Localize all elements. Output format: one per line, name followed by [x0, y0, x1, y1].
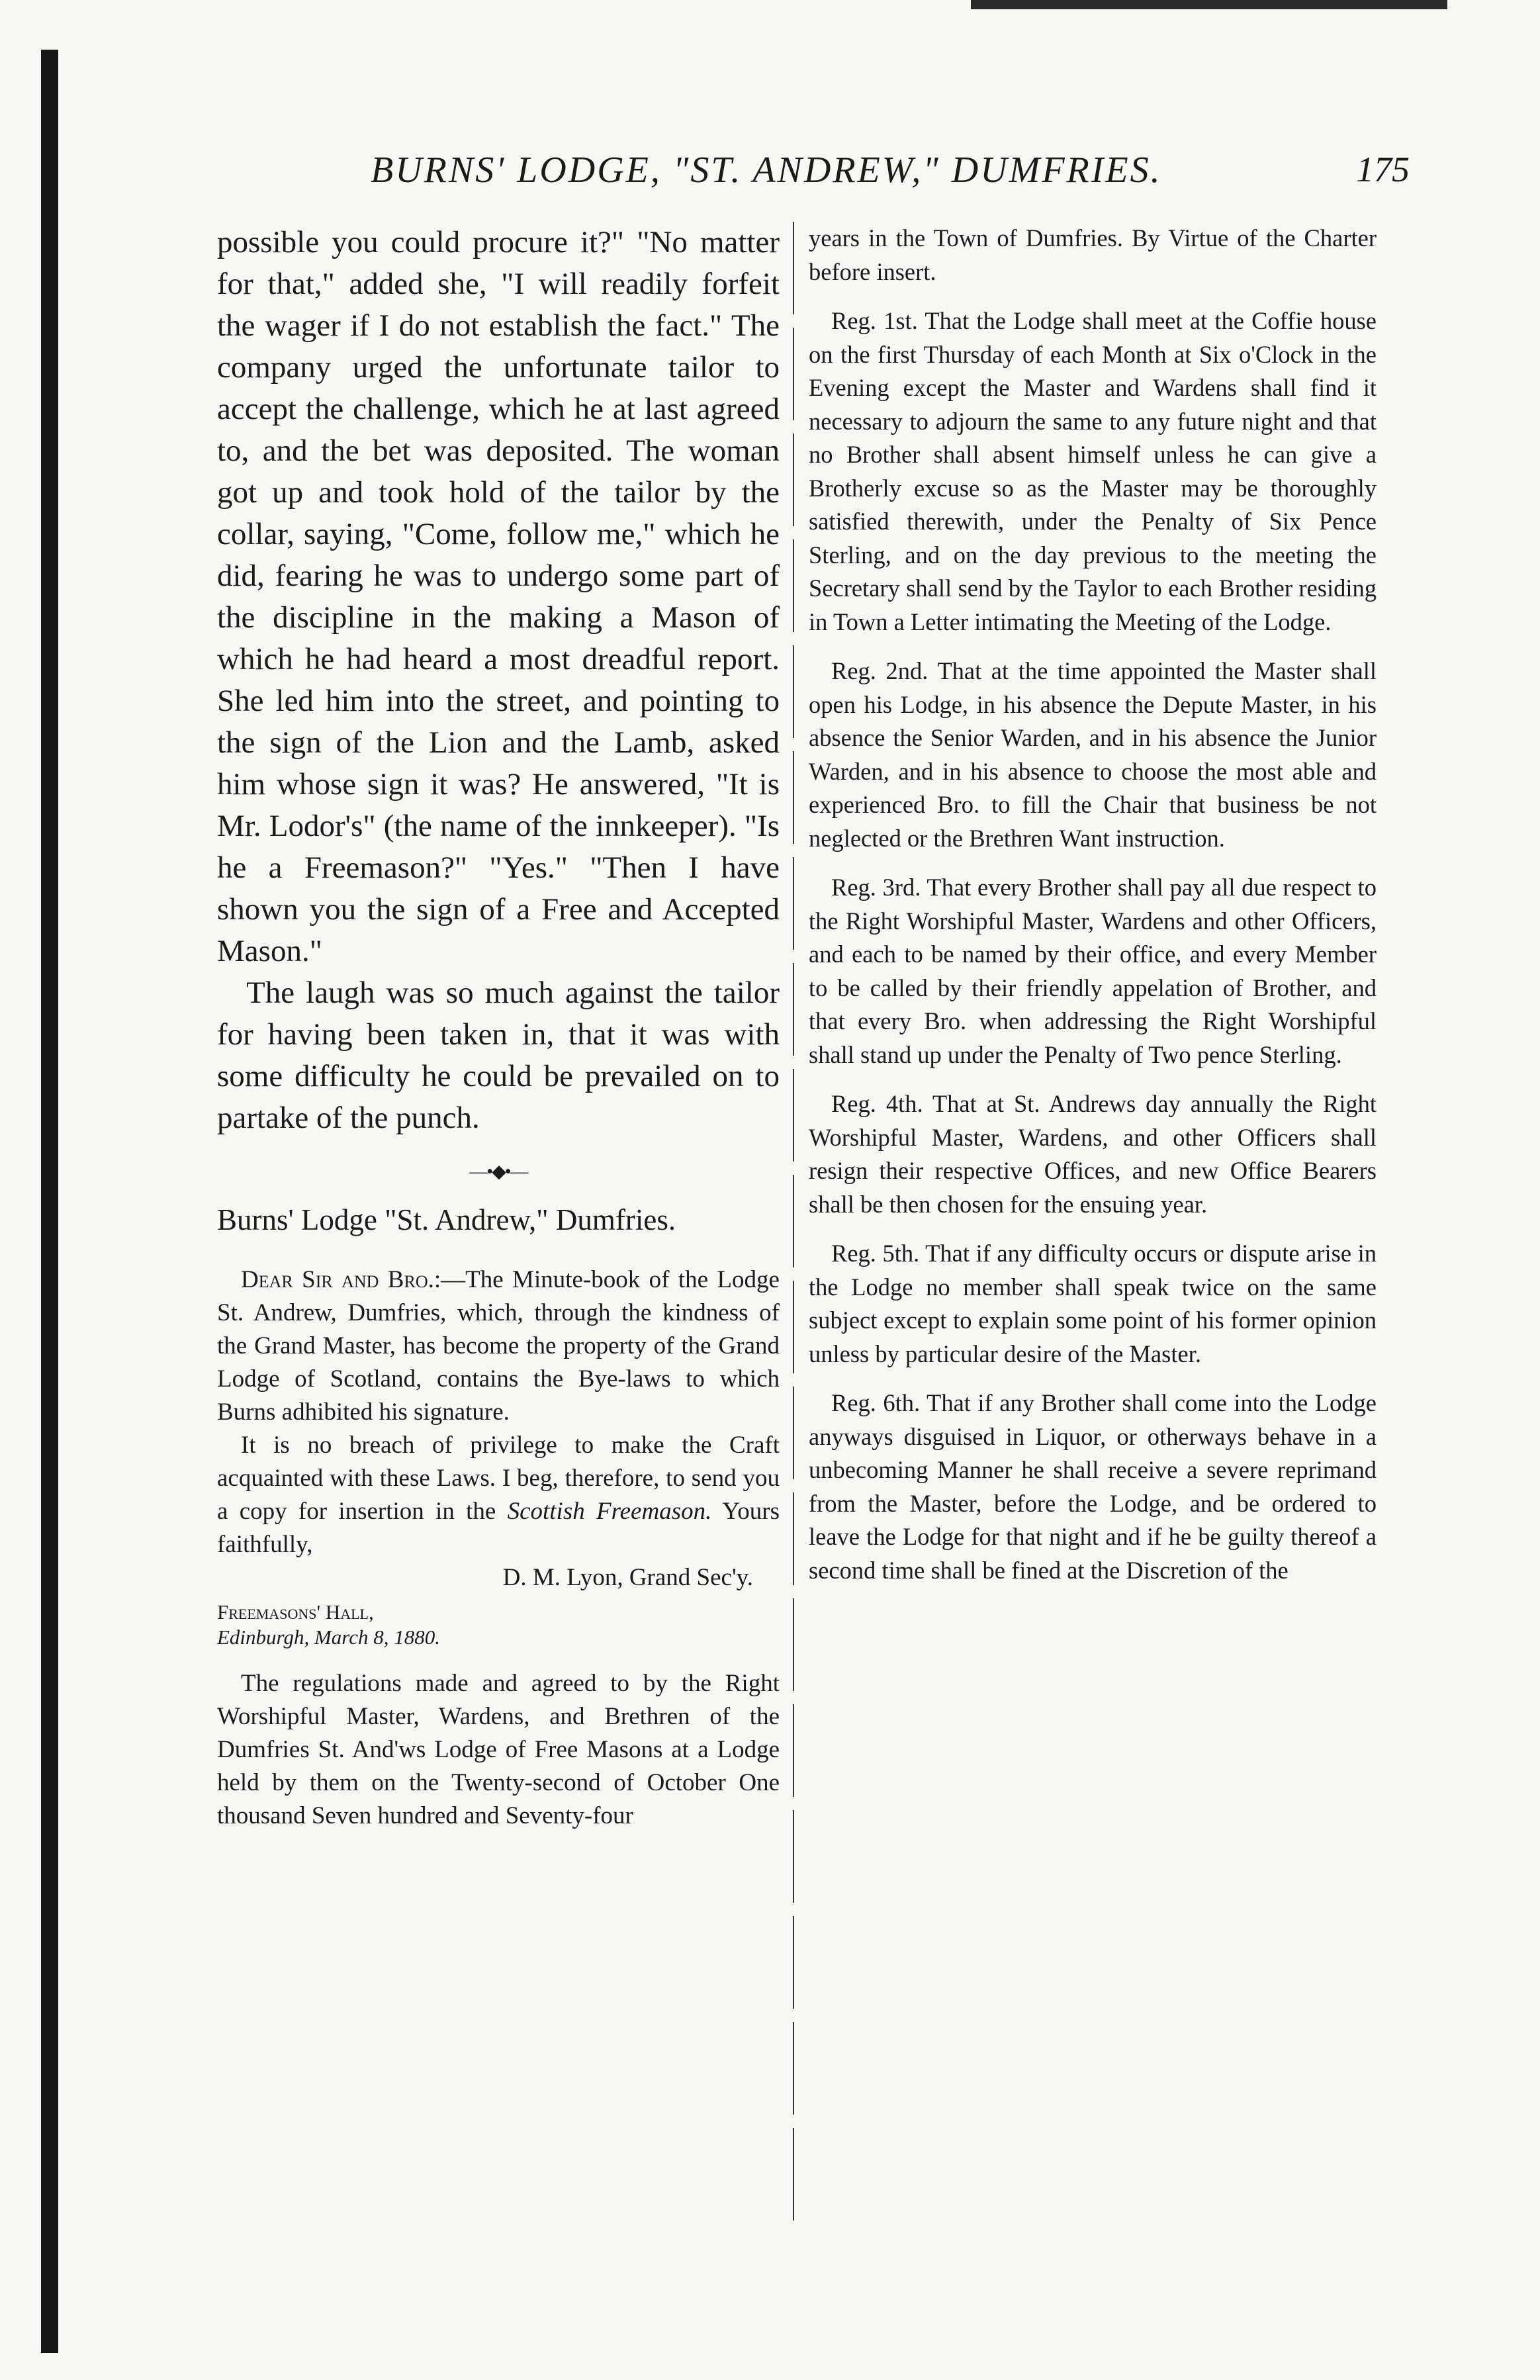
running-title: BURNS' LODGE, "ST. ANDREW," DUMFRIES.	[371, 150, 1162, 191]
left-column	[217, 222, 780, 1833]
column-rule	[793, 222, 794, 2227]
letter-paragraph	[217, 1263, 780, 1429]
regulation-5: Reg. 5th. That if any difficulty occurs or dispute arise in the Lodge no member shall speak twice on the same subject except to explain some point of his former opinion unless by particular desire of the Master.	[809, 1240, 1377, 1367]
story-paragraph: The laugh was so much against the tailor for having been taken in, that it was with some difficulty he could be prevailed on to partake of the punch.	[217, 976, 780, 1135]
running-head	[371, 149, 1410, 208]
letter-text: :—The Minute-book of the Lodge St. Andrew, Dumfries, which, through the kindness of the Grand Master, has become the property of the Grand Lodge of Scotland, contains the Bye-laws to which Burns adhibited his signature.	[217, 1266, 780, 1426]
dateline-place: Freemasons' Hall,	[217, 1600, 374, 1624]
regulation-1: Reg. 1st. That the Lodge shall meet at the Coffie house on the first Thursday of each Month at Six o'Clock in the Evening except the Master and Wardens shall find it necessary to adjourn the same to any future night and that no Brother shall absent himself unless he can give a Brotherly excuse so as the Master may be thoroughly satisfied therewith, under the Penalty of Six Pence Sterling, and on the day previous to the meeting the Secretary shall send by the Taylor to each Brother residing in Town a Letter intimating the Meeting of the Lodge.	[809, 307, 1377, 635]
regulation-2: Reg. 2nd. That at the time appointed the Master shall open his Lodge, in his absence the Depute Master, in his absence the Senior Warden, and in his absence the Junior Warden, and in his absence to choose the most able and experienced Bro. to fill the Chair that business be not neglected or the Brethren Want instruction.	[809, 657, 1377, 852]
regulation-6: Reg. 6th. That if any Brother shall come into the Lodge anyways disguised in Liquor, or otherways behave in a unbecoming Manner he shall receive a severe reprimand from the Master, before the Lodge, and be ordered to leave the Lodge for that night and if he be guilty thereof a second time shall be fined at the Discretion of the	[809, 1389, 1377, 1584]
right-column	[809, 222, 1377, 1587]
dateline	[217, 1600, 780, 1650]
story-text	[217, 222, 780, 1139]
letter-closing: Yours faithfully,	[217, 1498, 780, 1558]
top-edge-mark	[971, 0, 1447, 9]
regulation-4: Reg. 4th. That at St. Andrews day annually the Right Worshipful Master, Wardens, and other Officers shall resign their respective Offices, and new Office Bearers shall be then chosen for the ensuing year.	[809, 1090, 1377, 1218]
publication-title: Scottish Freemason.	[507, 1498, 712, 1525]
salutation: Dear Sir and Bro.	[241, 1266, 434, 1293]
section-ornament: —•◆•—	[469, 1162, 527, 1182]
intro-continued: years in the Town of Dumfries. By Virtue of the Charter before insert.	[809, 224, 1377, 285]
section-title: Burns' Lodge "St. Andrew," Dumfries.	[217, 1203, 676, 1236]
story-paragraph: possible you could procure it?" "No matter for that," added she, "I will readily forfeit the wager if I do not establish the fact." The company urged the unfortunate tailor to accept the challenge, which he at last agreed to, and the bet was deposited. The woman got up and took hold of the tailor by the collar, saying, "Come, follow me," which he did, fearing he was to undergo some part of the discipline in the making a Mason of which he had heard a most dreadful report. She led him into the street, and pointing to the sign of the Lion and the Lamb, asked him whose sign it was? He answered, "It is Mr. Lodor's" (the name of the innkeeper). "Is he a Freemason?" "Yes." "Then I have shown you the sign of a Free and Accepted Mason."	[217, 225, 780, 968]
dateline-date: Edinburgh, March 8, 1880.	[217, 1625, 440, 1649]
signature: D. M. Lyon, Grand Sec'y.	[502, 1564, 753, 1591]
letter-text: It is no breach of privilege to make the Craft acquainted with these Laws. I beg, therefore, to send you a copy for insertion in the	[217, 1432, 780, 1525]
letter	[217, 1263, 780, 1833]
page-number: 175	[1356, 150, 1410, 189]
binding-edge	[41, 50, 58, 2353]
regulations-intro: The regulations made and agreed to by the Right Worshipful Master, Wardens, and Brethren of the Dumfries St. And'ws Lodge of Free Masons at a Lodge held by them on the Twenty-second of October One thousand Seven hundred and Seventy-four	[217, 1670, 780, 1829]
letter-paragraph	[217, 1429, 780, 1561]
regulation-3: Reg. 3rd. That every Brother shall pay all due respect to the Right Worshipful Master, Wardens and other Officers, and each to be named by their office, and every Member to be called by their friendly appelation of Brother, and that every Bro. when addressing the Right Worshipful shall stand up under the Penalty of Two pence Sterling.	[809, 874, 1377, 1068]
